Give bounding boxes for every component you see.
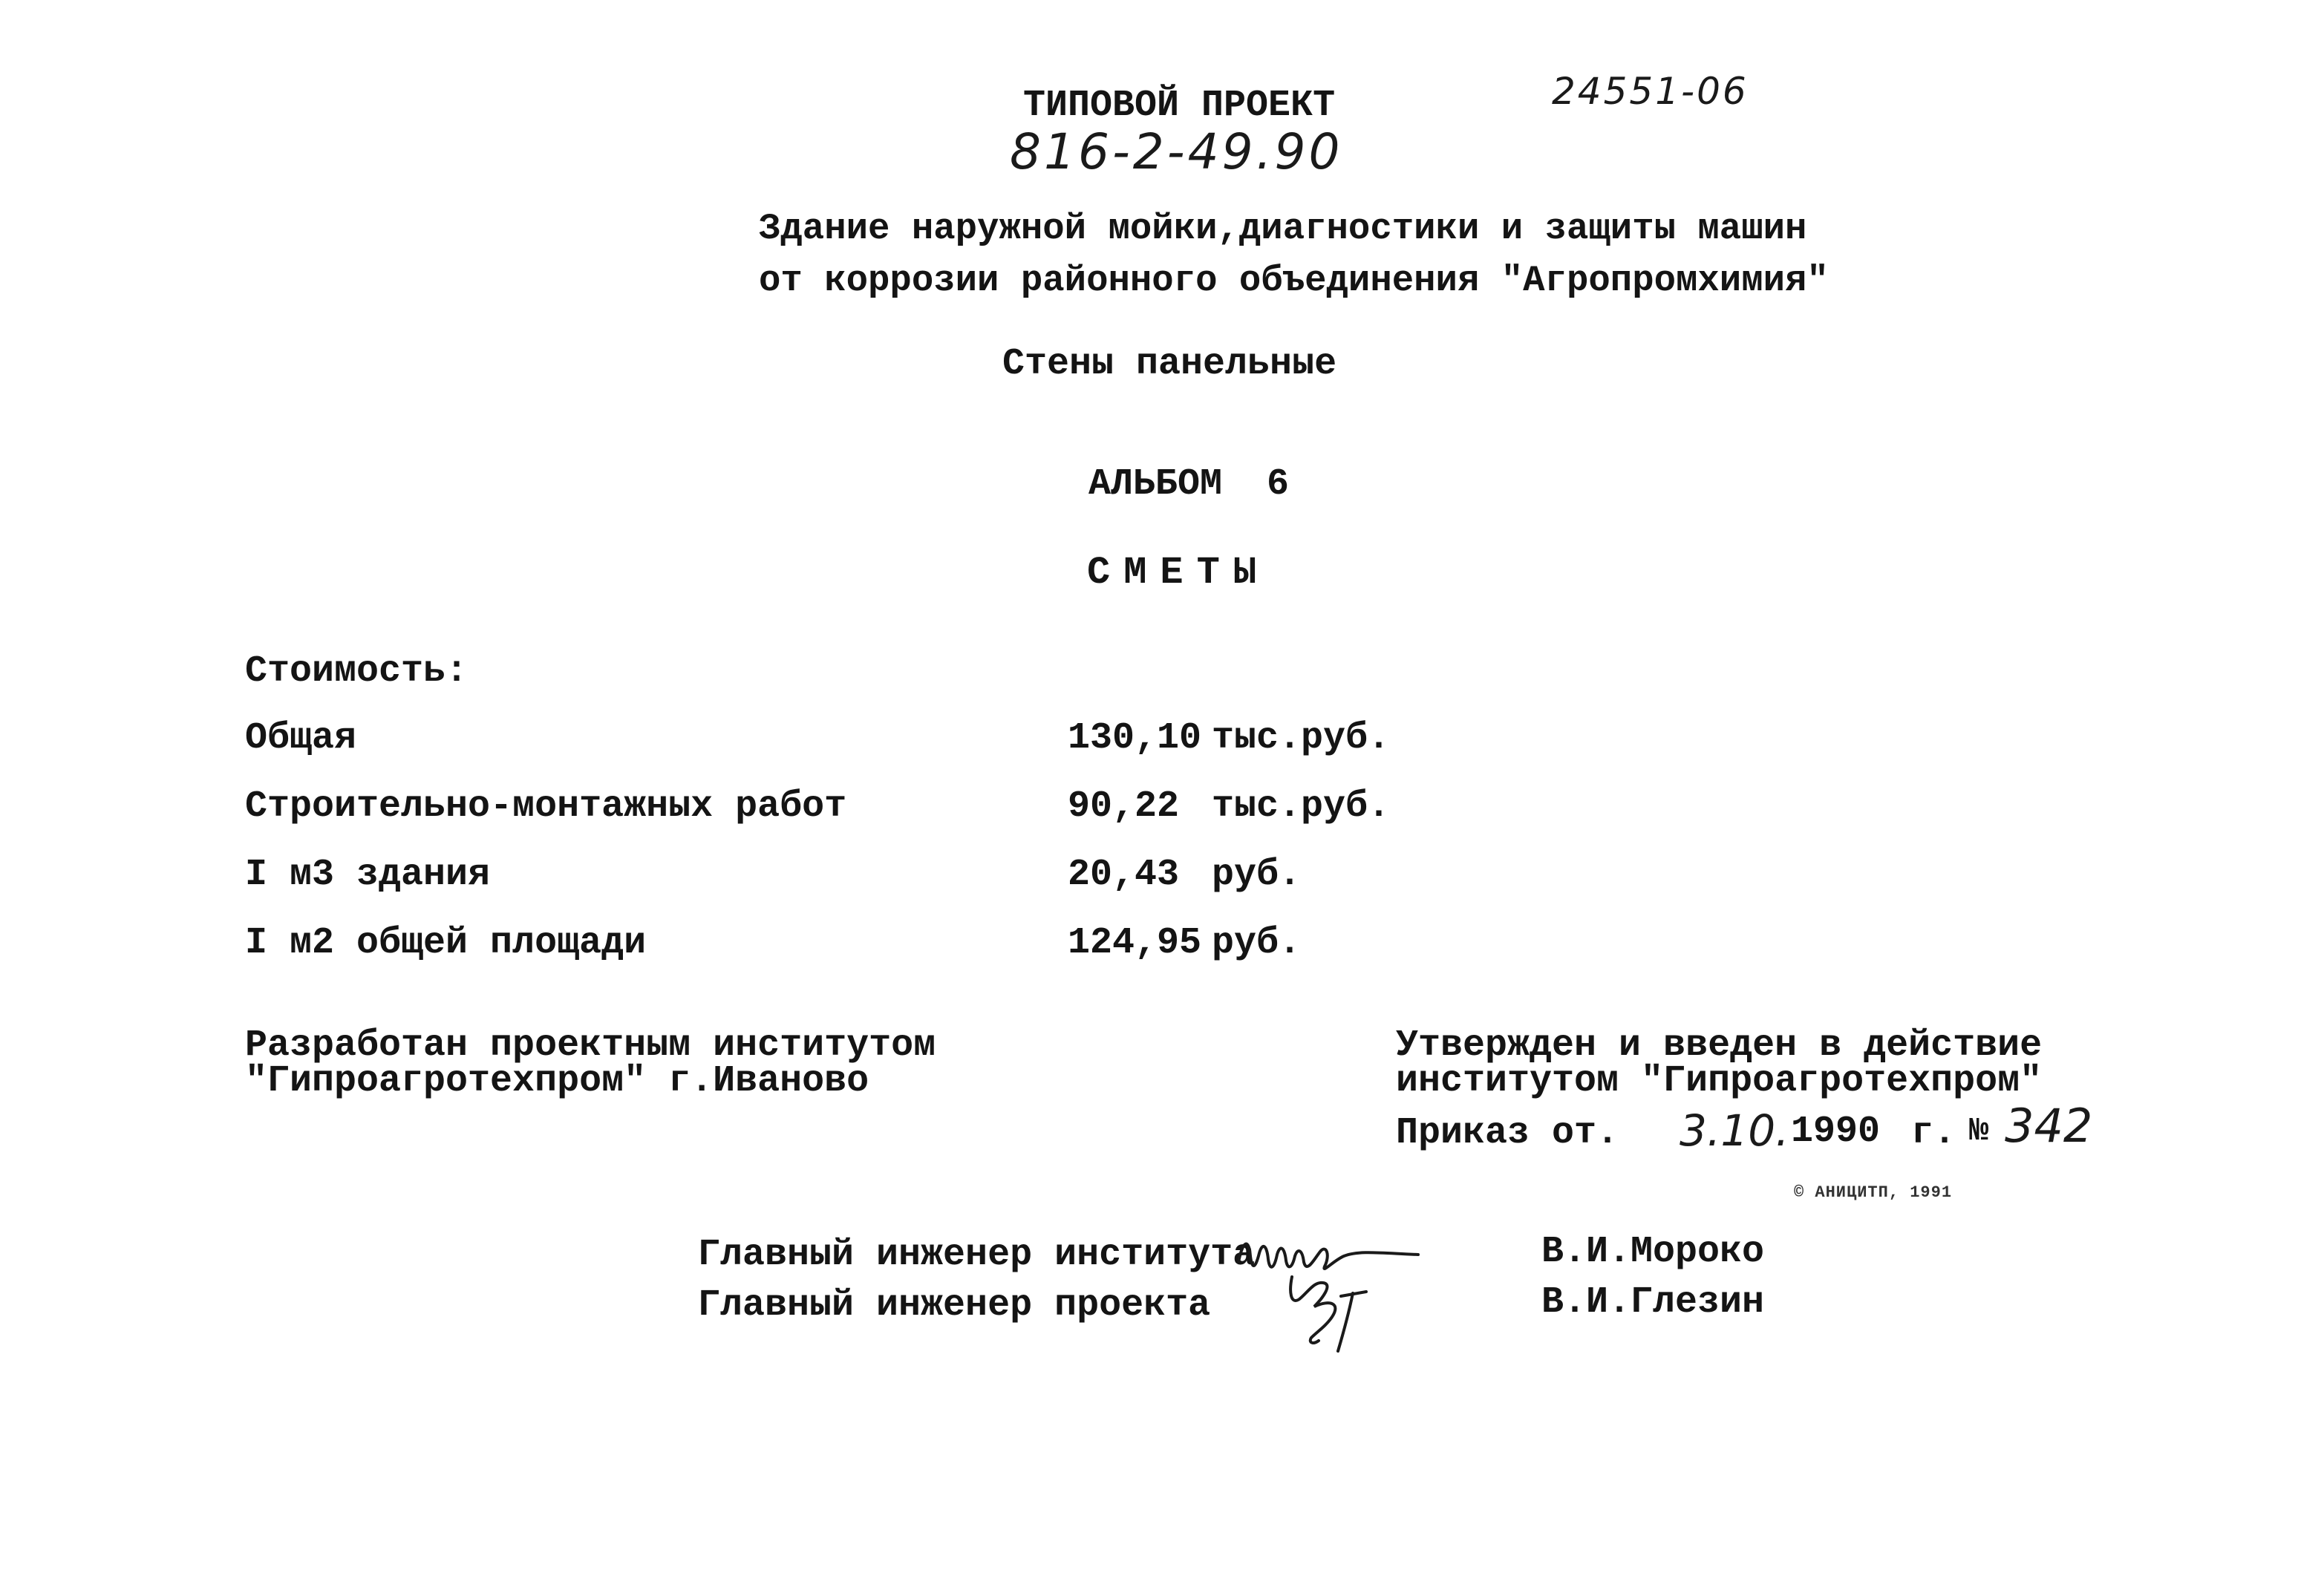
album-label: АЛЬБОМ 6 (1088, 463, 1290, 506)
cost-row-unit: руб. (1212, 854, 1302, 896)
document-title-line-1: Здание наружной мойки,диагностики и защиты машин (759, 208, 1807, 249)
cost-row-unit: тыс.руб. (1212, 717, 1391, 759)
approval-order-year-suffix: г. (1911, 1112, 1956, 1154)
copyright-note: © АНИЦИТП, 1991 (1794, 1183, 1953, 1202)
approval-order-date: 3.10. (1680, 1105, 1789, 1156)
approval-order-number-sign: № (1969, 1113, 1989, 1150)
signature-role-2: Главный инженер проекта (698, 1284, 1211, 1327)
signature-name-1: В.И.Мороко (1541, 1231, 1765, 1273)
document-subtitle: Стены панельные (1002, 343, 1337, 385)
developer-line-1: Разработан проектным институтом (245, 1024, 936, 1067)
approval-order-number: 342 (2005, 1099, 2093, 1153)
cost-heading: Стоимость: (245, 650, 469, 693)
project-number: 816-2-49.90 (1010, 123, 1343, 180)
approval-line-1: Утвержден и введен в действие (1396, 1024, 2043, 1067)
approval-line-2: институтом "Гипроагротехпром" (1396, 1060, 2043, 1102)
cost-row-value: 130,10 (1068, 717, 1202, 759)
document-type-label: ТИПОВОЙ ПРОЕКТ (1023, 85, 1336, 127)
cost-row-value: 124,95 (1068, 922, 1202, 964)
approval-order-year: 1990 (1791, 1111, 1881, 1153)
approval-order-label: Приказ от. (1396, 1112, 1619, 1154)
signature-role-1: Главный инженер института (698, 1234, 1256, 1276)
cost-row-label: Общая (245, 717, 357, 759)
handwritten-signature-project-engineer (1270, 1255, 1418, 1366)
cost-row-label: I м2 общей площади (245, 922, 647, 964)
cost-row-label: I м3 здания (245, 854, 491, 896)
inventory-number: 24551-06 (1552, 70, 1749, 113)
cost-row-value: 20,43 (1068, 854, 1180, 896)
signature-name-2: В.И.Глезин (1541, 1281, 1765, 1324)
developer-line-2: "Гипроагротехпром" г.Иваново (245, 1060, 869, 1102)
cost-row-label: Строительно-монтажных работ (245, 785, 847, 828)
section-title: СМЕТЫ (1087, 551, 1270, 595)
document-title-line-2: от коррозии районного объединения "Агропромхимия" (759, 260, 1829, 301)
cost-row-value: 90,22 (1068, 785, 1180, 828)
cost-row-unit: руб. (1212, 922, 1302, 964)
cost-row-unit: тыс.руб. (1212, 785, 1391, 828)
